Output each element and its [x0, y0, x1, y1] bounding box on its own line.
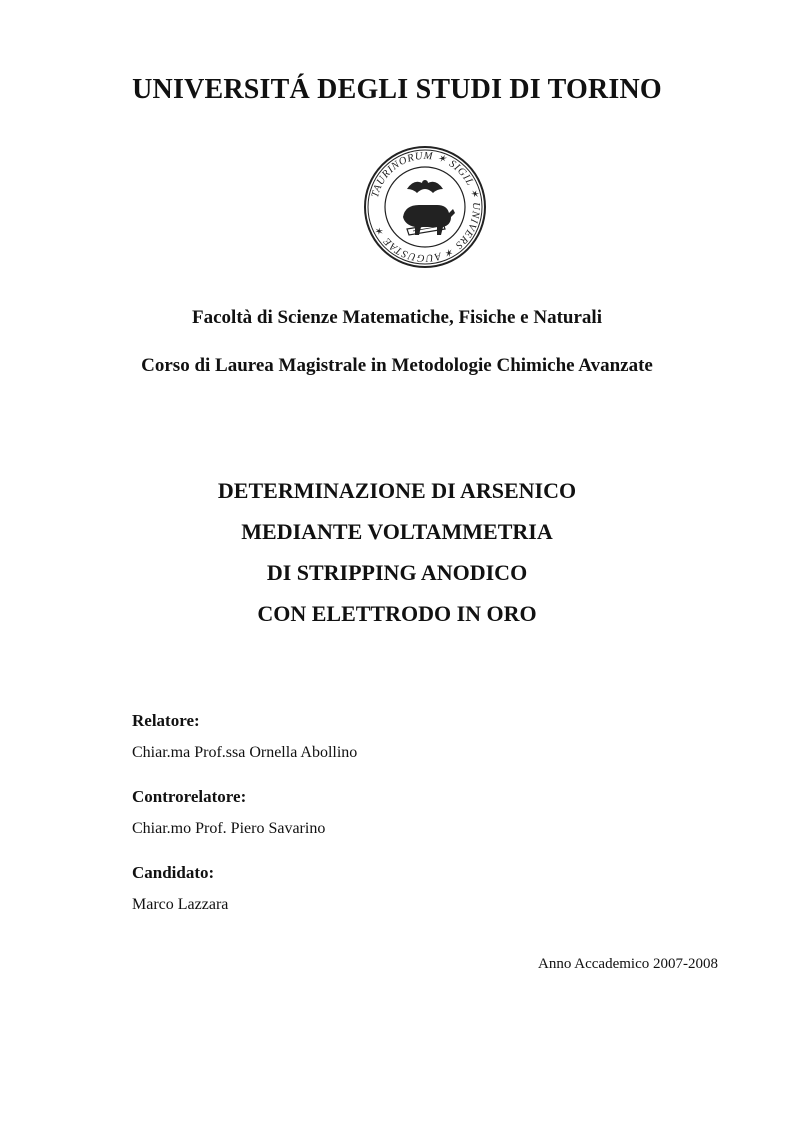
people-section: [132, 709, 632, 937]
thesis-title-line: DETERMINAZIONE DI ARSENICO: [217, 478, 577, 503]
faculty-name: Facoltà di Scienze Matematiche, Fisiche e Naturali: [192, 307, 602, 328]
controrelatore-name: Chiar.mo Prof. Piero Savarino: [132, 820, 326, 837]
course-name: Corso di Laurea Magistrale in Metodologie Chimiche Avanzate: [141, 355, 653, 376]
controrelatore-label: Controrelatore:: [132, 787, 247, 806]
university-name: UNIVERSITÁ DEGLI STUDI DI TORINO: [132, 74, 662, 105]
relatore-name: Chiar.ma Prof.ssa Ornella Abollino: [132, 744, 358, 761]
academic-year: Anno Accademico 2007-2008: [538, 956, 718, 972]
candidato-block: [132, 861, 632, 917]
relatore-block: [132, 709, 632, 765]
candidato-label: Candidato:: [132, 863, 215, 882]
seal-graphic: [363, 145, 487, 269]
thesis-title: [0, 470, 794, 634]
candidato-name: Marco Lazzara: [132, 896, 229, 913]
thesis-title-line: DI STRIPPING ANODICO: [266, 560, 528, 585]
university-seal-icon: [363, 145, 487, 269]
thesis-title-line: CON ELETTRODO IN ORO: [257, 601, 537, 626]
controrelatore-block: [132, 785, 632, 841]
svg-text:TAURINORUM ✶ SIGIL ✶ UNIVERS ✶: TAURINORUM ✶ SIGIL ✶ UNIVERS ✶ AUGUSTAE ✶: [369, 150, 482, 264]
thesis-title-line: MEDIANTE VOLTAMMETRIA: [241, 519, 553, 544]
relatore-label: Relatore:: [132, 711, 200, 730]
